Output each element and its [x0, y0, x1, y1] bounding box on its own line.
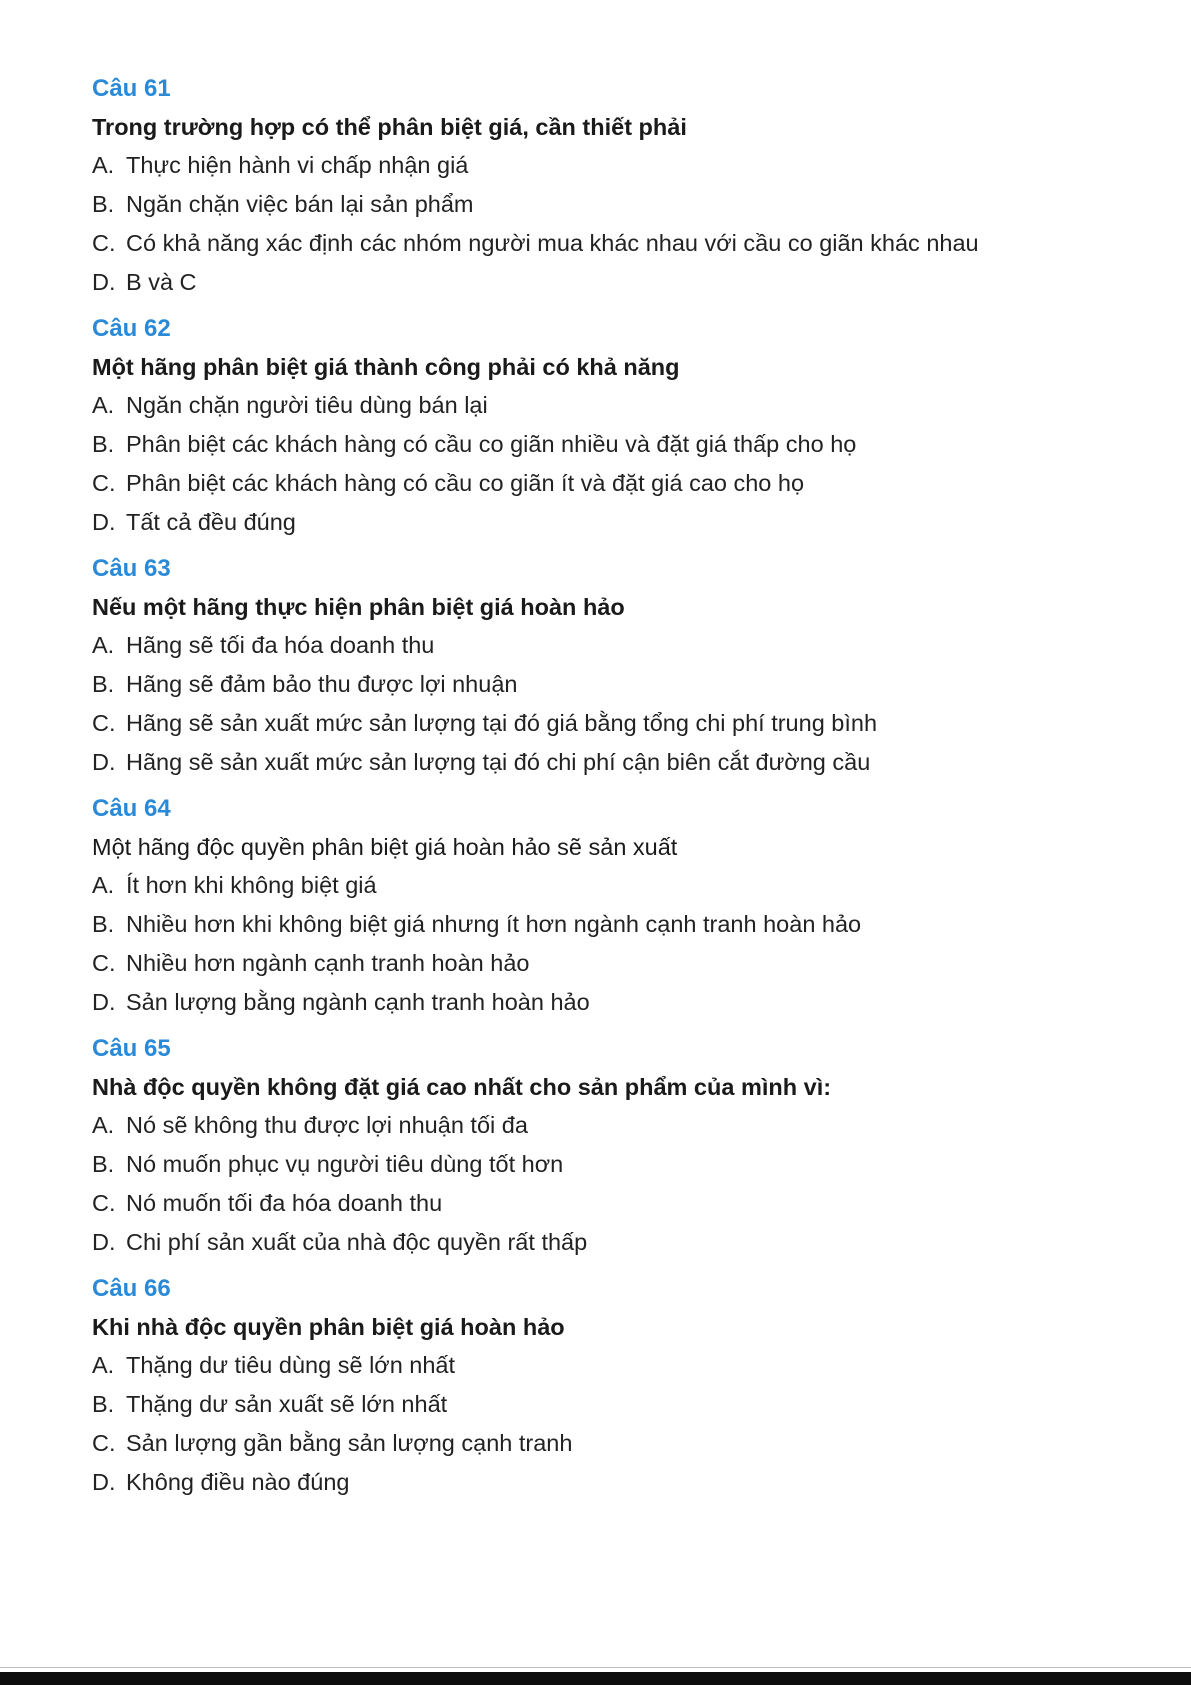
option-d — [92, 1463, 1162, 1502]
option-letter: C. — [92, 1430, 116, 1456]
option-b — [92, 1385, 1162, 1424]
question-title: Câu 63 — [92, 555, 171, 582]
option-letter: A. — [92, 632, 115, 658]
option-c — [92, 704, 1162, 743]
option-text: Thực hiện hành vi chấp nhận giá — [126, 152, 469, 178]
option-letter: D. — [92, 1229, 116, 1255]
question-66 — [92, 1270, 1162, 1502]
page-divider — [0, 1667, 1191, 1668]
question-63 — [92, 550, 1162, 782]
option-text: B và C — [126, 269, 197, 295]
option-letter: A. — [92, 872, 115, 898]
option-letter: C. — [92, 1190, 116, 1216]
bottom-bar — [0, 1672, 1191, 1685]
option-a — [92, 146, 1162, 185]
question-text: Nhà độc quyền không đặt giá cao nhất cho sản phẩm của mình vì: — [92, 1074, 832, 1100]
option-text: Phân biệt các khách hàng có cầu co giãn ít và đặt giá cao cho họ — [126, 470, 805, 496]
option-letter: A. — [92, 1352, 115, 1378]
option-text: Ngăn chặn việc bán lại sản phẩm — [126, 191, 474, 217]
option-text: Sản lượng gần bằng sản lượng cạnh tranh — [126, 1430, 573, 1456]
option-d — [92, 1223, 1162, 1262]
option-b — [92, 665, 1162, 704]
option-text: Hãng sẽ sản xuất mức sản lượng tại đó giá bằng tổng chi phí trung bình — [126, 710, 878, 736]
option-letter: C. — [92, 710, 116, 736]
option-text: Ít hơn khi không biệt giá — [126, 872, 377, 898]
option-c — [92, 224, 1162, 263]
option-b — [92, 185, 1162, 224]
option-letter: D. — [92, 509, 116, 535]
option-text: Chi phí sản xuất của nhà độc quyền rất thấp — [126, 1229, 588, 1255]
option-d — [92, 983, 1162, 1022]
option-c — [92, 1424, 1162, 1463]
question-text: Trong trường hợp có thể phân biệt giá, cần thiết phải — [92, 114, 687, 140]
option-text: Nhiều hơn khi không biệt giá nhưng ít hơn ngành cạnh tranh hoàn hảo — [126, 911, 862, 937]
option-text: Không điều nào đúng — [126, 1469, 350, 1495]
option-text: Thặng dư tiêu dùng sẽ lớn nhất — [126, 1352, 456, 1378]
question-62 — [92, 310, 1162, 542]
question-title: Câu 64 — [92, 795, 171, 822]
option-text: Hãng sẽ sản xuất mức sản lượng tại đó chi phí cận biên cắt đường cầu — [126, 749, 871, 775]
option-text: Sản lượng bằng ngành cạnh tranh hoàn hảo — [126, 989, 590, 1015]
question-title: Câu 61 — [92, 75, 171, 102]
question-65 — [92, 1030, 1162, 1262]
option-a — [92, 1106, 1162, 1145]
question-title: Câu 65 — [92, 1035, 171, 1062]
option-c — [92, 1184, 1162, 1223]
option-text: Nó sẽ không thu được lợi nhuận tối đa — [126, 1112, 528, 1138]
option-letter: C. — [92, 470, 116, 496]
option-text: Hãng sẽ đảm bảo thu được lợi nhuận — [126, 671, 518, 697]
option-letter: B. — [92, 431, 115, 457]
option-a — [92, 866, 1162, 905]
question-title: Câu 62 — [92, 315, 171, 342]
document-page — [92, 70, 1162, 1510]
option-b — [92, 905, 1162, 944]
option-text: Ngăn chặn người tiêu dùng bán lại — [126, 392, 488, 418]
option-b — [92, 1145, 1162, 1184]
question-title: Câu 66 — [92, 1275, 171, 1302]
question-text: Khi nhà độc quyền phân biệt giá hoàn hảo — [92, 1314, 565, 1340]
option-d — [92, 503, 1162, 542]
option-text: Thặng dư sản xuất sẽ lớn nhất — [126, 1391, 448, 1417]
option-c — [92, 464, 1162, 503]
option-c — [92, 944, 1162, 983]
option-letter: D. — [92, 749, 116, 775]
question-text: Một hãng độc quyền phân biệt giá hoàn hảo sẽ sản xuất — [92, 834, 678, 860]
option-text: Tất cả đều đúng — [126, 509, 296, 535]
option-letter: B. — [92, 191, 115, 217]
question-61 — [92, 70, 1162, 302]
question-text: Nếu một hãng thực hiện phân biệt giá hoàn hảo — [92, 594, 625, 620]
option-letter: B. — [92, 1151, 115, 1177]
option-a — [92, 386, 1162, 425]
option-letter: D. — [92, 989, 116, 1015]
option-text: Phân biệt các khách hàng có cầu co giãn nhiều và đặt giá thấp cho họ — [126, 431, 857, 457]
option-text: Nhiều hơn ngành cạnh tranh hoàn hảo — [126, 950, 530, 976]
option-d — [92, 263, 1162, 302]
question-text: Một hãng phân biệt giá thành công phải có khả năng — [92, 354, 680, 380]
option-text: Có khả năng xác định các nhóm người mua khác nhau với cầu co giãn khác nhau — [126, 230, 979, 256]
option-letter: C. — [92, 950, 116, 976]
option-letter: B. — [92, 671, 115, 697]
option-letter: A. — [92, 1112, 115, 1138]
option-letter: C. — [92, 230, 116, 256]
option-b — [92, 425, 1162, 464]
option-letter: D. — [92, 1469, 116, 1495]
option-letter: A. — [92, 392, 115, 418]
option-text: Nó muốn tối đa hóa doanh thu — [126, 1190, 443, 1216]
option-text: Hãng sẽ tối đa hóa doanh thu — [126, 632, 435, 658]
option-letter: B. — [92, 911, 115, 937]
option-d — [92, 743, 1162, 782]
option-a — [92, 1346, 1162, 1385]
option-letter: D. — [92, 269, 116, 295]
question-64 — [92, 790, 1162, 1022]
option-a — [92, 626, 1162, 665]
option-letter: B. — [92, 1391, 115, 1417]
option-text: Nó muốn phục vụ người tiêu dùng tốt hơn — [126, 1151, 564, 1177]
option-letter: A. — [92, 152, 115, 178]
